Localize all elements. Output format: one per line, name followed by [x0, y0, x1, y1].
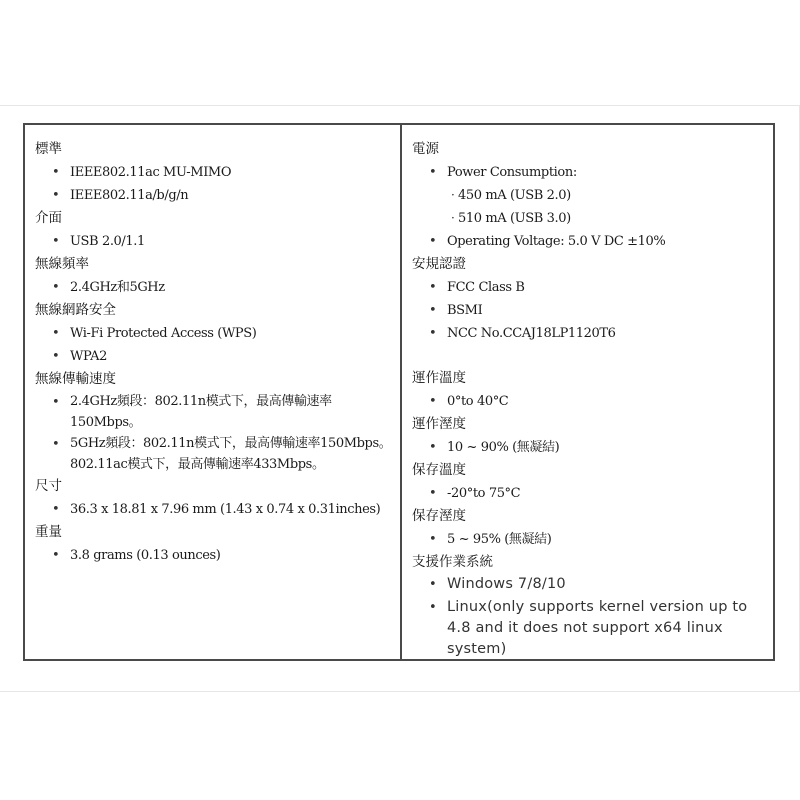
spec-item	[412, 528, 773, 551]
spec-item	[412, 276, 773, 299]
spec-item	[412, 597, 773, 660]
spec-item-text: FCC Class B	[447, 280, 525, 295]
weight-heading: 重量	[35, 524, 62, 540]
bullet-icon: •	[429, 486, 437, 501]
bullet-icon: •	[52, 280, 60, 295]
spec-item-text: NCC No.CCAJ18LP1120T6	[447, 326, 616, 341]
spec-item	[35, 184, 400, 207]
spec-item	[35, 345, 400, 368]
spec-item-text: IEEE802.11ac MU-MIMO	[70, 165, 232, 180]
spec-item	[35, 544, 400, 567]
spec-item	[412, 161, 773, 184]
spec-item-text: Operating Voltage: 5.0 V DC ±10%	[447, 234, 666, 249]
bullet-icon: •	[429, 440, 437, 455]
spec-item	[35, 391, 400, 433]
spec-item	[412, 230, 773, 253]
bullet-icon: •	[52, 234, 60, 249]
spec-subitem	[412, 207, 773, 230]
spec-item	[412, 299, 773, 322]
bullet-icon: •	[52, 502, 60, 517]
spec-subitem	[412, 184, 773, 207]
bullet-icon: •	[52, 395, 60, 410]
standard-heading: 標準	[35, 141, 62, 157]
spec-item	[35, 433, 400, 475]
spec-item-text: BSMI	[447, 303, 483, 318]
spec-item	[412, 574, 773, 597]
spec-item-text: Wi-Fi Protected Access (WPS)	[70, 326, 257, 341]
spec-column-left	[25, 125, 402, 659]
security-heading: 無線網路安全	[35, 302, 116, 318]
spec-column-right	[402, 125, 773, 659]
spec-subitem-text: 510 mA (USB 3.0)	[458, 211, 571, 226]
bullet-icon: •	[429, 532, 437, 547]
bullet-icon: •	[52, 165, 60, 180]
frequency-heading: 無線頻率	[35, 256, 89, 272]
op-temp-heading: 運作溫度	[412, 370, 466, 386]
bullet-icon: •	[52, 188, 60, 203]
spec-item-text: 36.3 x 18.81 x 7.96 mm (1.43 x 0.74 x 0.31inches)	[70, 502, 381, 517]
storage-humidity-heading: 保存溼度	[412, 508, 466, 524]
spec-item	[412, 436, 773, 459]
spec-item	[412, 322, 773, 345]
bullet-icon: •	[52, 437, 60, 452]
spec-item-text: Linux(only supports kernel version up to 4.8 and it does not support x64 linux system)	[447, 599, 748, 657]
spec-item	[412, 482, 773, 505]
spec-item-text: 2.4GHz和5GHz	[70, 280, 165, 295]
spec-item-text: WPA2	[70, 349, 107, 364]
spec-item-text: 5GHz頻段：802.11n模式下，最高傳輸速率150Mbps。802.11ac模式下，最高傳輸速率433Mbps。	[70, 436, 392, 472]
spec-item-text: 2.4GHz頻段：802.11n模式下，最高傳輸速率150Mbps。	[70, 394, 332, 430]
size-heading: 尺寸	[35, 478, 62, 494]
spec-item-text: 5 ~ 95% (無凝結)	[447, 532, 552, 547]
power-heading: 電源	[412, 141, 439, 157]
spec-item-text: 0°to 40°C	[447, 394, 509, 409]
spec-item	[412, 390, 773, 413]
bullet-icon: •	[429, 577, 437, 592]
bullet-icon: ·	[451, 188, 455, 202]
section-spacer	[412, 345, 773, 367]
bullet-icon: •	[52, 349, 60, 364]
spec-item	[35, 161, 400, 184]
spec-item-text: USB 2.0/1.1	[70, 234, 145, 249]
spec-item-text: -20°to 75°C	[447, 486, 521, 501]
spec-item-text: 3.8 grams (0.13 ounces)	[70, 548, 221, 563]
spec-item	[35, 230, 400, 253]
bullet-icon: ·	[451, 211, 455, 225]
bullet-icon: •	[429, 303, 437, 318]
spec-subitem-text: 450 mA (USB 2.0)	[458, 188, 571, 203]
bullet-icon: •	[52, 326, 60, 341]
spec-table	[23, 123, 775, 661]
spec-item	[35, 322, 400, 345]
spec-item-text: Power Consumption:	[447, 165, 577, 180]
spec-item-text: Windows 7/8/10	[447, 576, 566, 592]
spec-item	[35, 276, 400, 299]
interface-heading: 介面	[35, 210, 62, 226]
bullet-icon: •	[429, 600, 437, 615]
bullet-icon: •	[52, 548, 60, 563]
os-heading: 支援作業系統	[412, 554, 493, 570]
spec-item-text: 10 ~ 90% (無凝結)	[447, 440, 560, 455]
bullet-icon: •	[429, 394, 437, 409]
bullet-icon: •	[429, 326, 437, 341]
bullet-icon: •	[429, 280, 437, 295]
spec-item-text: IEEE802.11a/b/g/n	[70, 188, 189, 203]
certification-heading: 安規認證	[412, 256, 466, 272]
op-humidity-heading: 運作溼度	[412, 416, 466, 432]
spec-item	[35, 498, 400, 521]
bullet-icon: •	[429, 234, 437, 249]
bullet-icon: •	[429, 165, 437, 180]
storage-temp-heading: 保存溫度	[412, 462, 466, 478]
speed-heading: 無線傳輸速度	[35, 371, 116, 387]
